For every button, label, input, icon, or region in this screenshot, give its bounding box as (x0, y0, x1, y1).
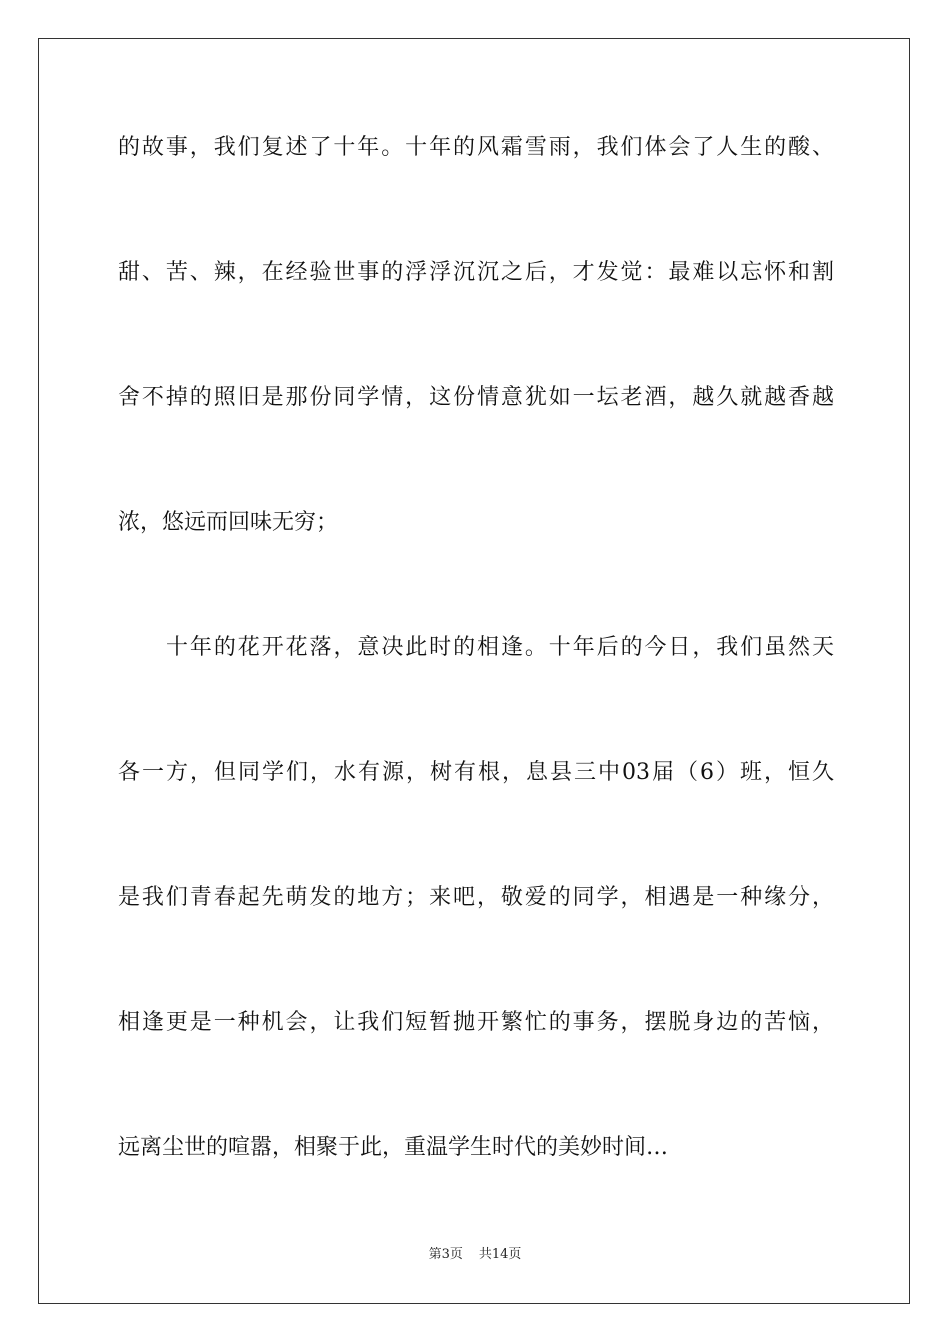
body-line-4: 浓，悠远而回味无穷； (118, 510, 339, 535)
page-number: 第3页 (428, 1247, 463, 1262)
body-line-5: 十年的花开花落，意决此时的相逢。十年后的今日，我们虽然天 (166, 635, 834, 660)
page-border (38, 38, 910, 1304)
body-line-2: 甜、苦、辣，在经验世事的浮浮沉沉之后，才发觉：最难以忘怀和割 (118, 260, 834, 285)
page-footer (0, 1246, 950, 1264)
body-line-7: 是我们青春起先萌发的地方；来吧，敬爱的同学，相遇是一种缘分， (118, 885, 834, 910)
body-line-8: 相逢更是一种机会，让我们短暂抛开繁忙的事务，摆脱身边的苦恼， (118, 1010, 834, 1035)
body-line-1: 的故事，我们复述了十年。十年的风霜雪雨，我们体会了人生的酸、 (118, 135, 834, 160)
body-line-3: 舍不掉的照旧是那份同学情，这份情意犹如一坛老酒，越久就越香越 (118, 385, 834, 410)
body-line-6: 各一方，但同学们，水有源，树有根，息县三中03届（6）班，恒久 (118, 760, 834, 785)
body-line-9: 远离尘世的喧嚣，相聚于此，重温学生时代的美妙时间… (118, 1135, 669, 1160)
page-total: 共14页 (478, 1247, 522, 1262)
